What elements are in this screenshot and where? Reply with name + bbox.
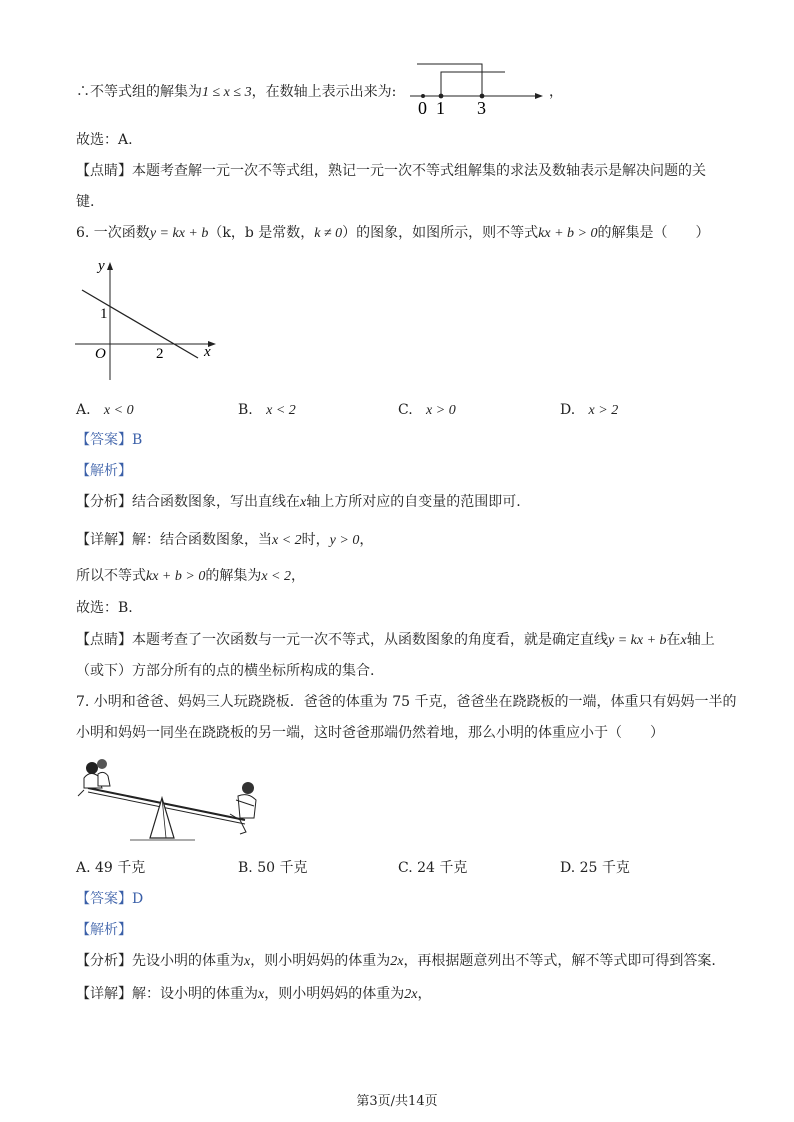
text: 所以不等式 bbox=[76, 568, 146, 584]
xiangjie-6 bbox=[76, 530, 373, 551]
text: ，则小明妈妈的体重为 bbox=[250, 953, 391, 969]
math: 2x bbox=[390, 954, 404, 969]
math: x < 2 bbox=[266, 403, 296, 418]
origin-label: O bbox=[95, 346, 106, 362]
choice-b-line: 故选：B. bbox=[76, 600, 133, 616]
tick-3: 3 bbox=[477, 98, 486, 118]
math: y > 0 bbox=[329, 533, 360, 548]
text: 【详解】解：结合函数图象，当 bbox=[76, 532, 272, 548]
text: 【分析】结合函数图象，写出直线在 bbox=[76, 494, 300, 510]
note-line-2: 键. bbox=[76, 194, 95, 210]
math: x bbox=[258, 987, 265, 1002]
math: x > 2 bbox=[588, 403, 619, 418]
option-c bbox=[398, 400, 456, 421]
text: ， bbox=[291, 568, 305, 584]
math: x bbox=[680, 633, 687, 648]
option-d-7: D. 25 千克 bbox=[560, 860, 630, 876]
y-label: y bbox=[98, 258, 105, 274]
analysis-7: 【解析】 bbox=[76, 922, 132, 938]
math: x < 2 bbox=[272, 533, 302, 548]
math: 2x bbox=[404, 987, 418, 1002]
page-footer: 第3页/共14页 bbox=[356, 1094, 438, 1109]
xiangjie-7 bbox=[76, 984, 431, 1005]
question-7-line-1: 7. 小明和爸爸、妈妈三人玩跷跷板．爸爸的体重为 75 千克，爸爸坐在跷跷板的一端，体重只有妈妈一半的 bbox=[76, 694, 737, 710]
text: ，则小明妈妈的体重为 bbox=[264, 986, 405, 1002]
option-b-7: B. 50 千克 bbox=[238, 860, 308, 876]
text: 【点睛】本题考查了一次函数与一元一次不等式，从函数图象的角度看，就是确定直线 bbox=[76, 632, 608, 648]
text: ，再根据题意列出不等式，解不等式即可得到答案. bbox=[403, 953, 716, 969]
text: 的解集是（ ） bbox=[597, 225, 710, 241]
option-d bbox=[560, 400, 618, 421]
math: k ≠ 0 bbox=[314, 226, 343, 241]
math: x > 0 bbox=[426, 403, 456, 418]
tick-0: 0 bbox=[418, 98, 427, 118]
solution-line bbox=[76, 82, 396, 103]
text: （k，b 是常数， bbox=[208, 225, 315, 241]
text: 轴上方所对应的自变量的范围即可. bbox=[306, 494, 521, 510]
text: ）的图象，如图所示，则不等式 bbox=[342, 225, 539, 241]
option-a-7: A. 49 千克 bbox=[76, 860, 146, 876]
option-c-7: C. 24 千克 bbox=[398, 860, 468, 876]
math: kx + b > 0 bbox=[146, 569, 206, 584]
number-line bbox=[405, 58, 555, 120]
text: ， bbox=[417, 986, 432, 1002]
fenxi-6 bbox=[76, 492, 521, 513]
fenxi-7 bbox=[76, 951, 716, 972]
math: x < 0 bbox=[103, 403, 134, 418]
option-a bbox=[76, 400, 134, 421]
analysis-6: 【解析】 bbox=[76, 463, 132, 479]
text: 的解集为 bbox=[205, 568, 262, 584]
question-6 bbox=[76, 223, 710, 244]
tick-1: 1 bbox=[436, 98, 445, 118]
text: 【详解】解：设小明的体重为 bbox=[76, 986, 258, 1002]
so-line-6 bbox=[76, 566, 305, 587]
math: x bbox=[244, 954, 251, 969]
x-intercept-label: 2 bbox=[156, 346, 164, 362]
math: y = kx + b bbox=[149, 226, 209, 241]
answer-7: 【答案】D bbox=[76, 891, 144, 907]
text: 【分析】先设小明的体重为 bbox=[76, 953, 244, 969]
math: 1 ≤ x ≤ 3 bbox=[202, 85, 252, 100]
x-label: x bbox=[204, 344, 211, 360]
math: x bbox=[300, 495, 307, 510]
text: 6. 一次函数 bbox=[76, 225, 150, 241]
math: y = kx + b bbox=[608, 633, 667, 648]
comma: ， bbox=[549, 84, 563, 100]
text: ， bbox=[359, 532, 374, 548]
y-intercept-label: 1 bbox=[100, 306, 108, 322]
text: 轴上 bbox=[686, 632, 715, 648]
math: kx + b > 0 bbox=[538, 226, 598, 241]
label: D. bbox=[560, 402, 576, 418]
function-graph bbox=[70, 250, 230, 386]
text: ∴不等式组的解集为 bbox=[76, 84, 202, 100]
note-line-1: 【点睛】本题考查解一元一次不等式组，熟记一元一次不等式组解集的求法及数轴表示是解决问题的关 bbox=[76, 163, 706, 179]
choice-a-line: 故选：A. bbox=[76, 132, 133, 148]
seesaw-illustration bbox=[70, 756, 270, 846]
math: x < 2 bbox=[261, 569, 291, 584]
label: B. bbox=[238, 402, 253, 418]
option-b bbox=[238, 400, 296, 421]
text: 在 bbox=[666, 632, 681, 648]
label: A. bbox=[76, 402, 91, 418]
answer-6: 【答案】B bbox=[76, 432, 143, 448]
note-6-line-2: （或下）方部分所有的点的横坐标所构成的集合. bbox=[76, 663, 375, 679]
question-7-line-2: 小明和妈妈一同坐在跷跷板的另一端，这时爸爸那端仍然着地，那么小明的体重应小于（ ） bbox=[76, 725, 664, 741]
label: C. bbox=[398, 402, 413, 418]
text: 时， bbox=[301, 532, 330, 548]
text: ，在数轴上表示出来为: bbox=[251, 84, 397, 100]
note-6-line-1 bbox=[76, 630, 715, 651]
